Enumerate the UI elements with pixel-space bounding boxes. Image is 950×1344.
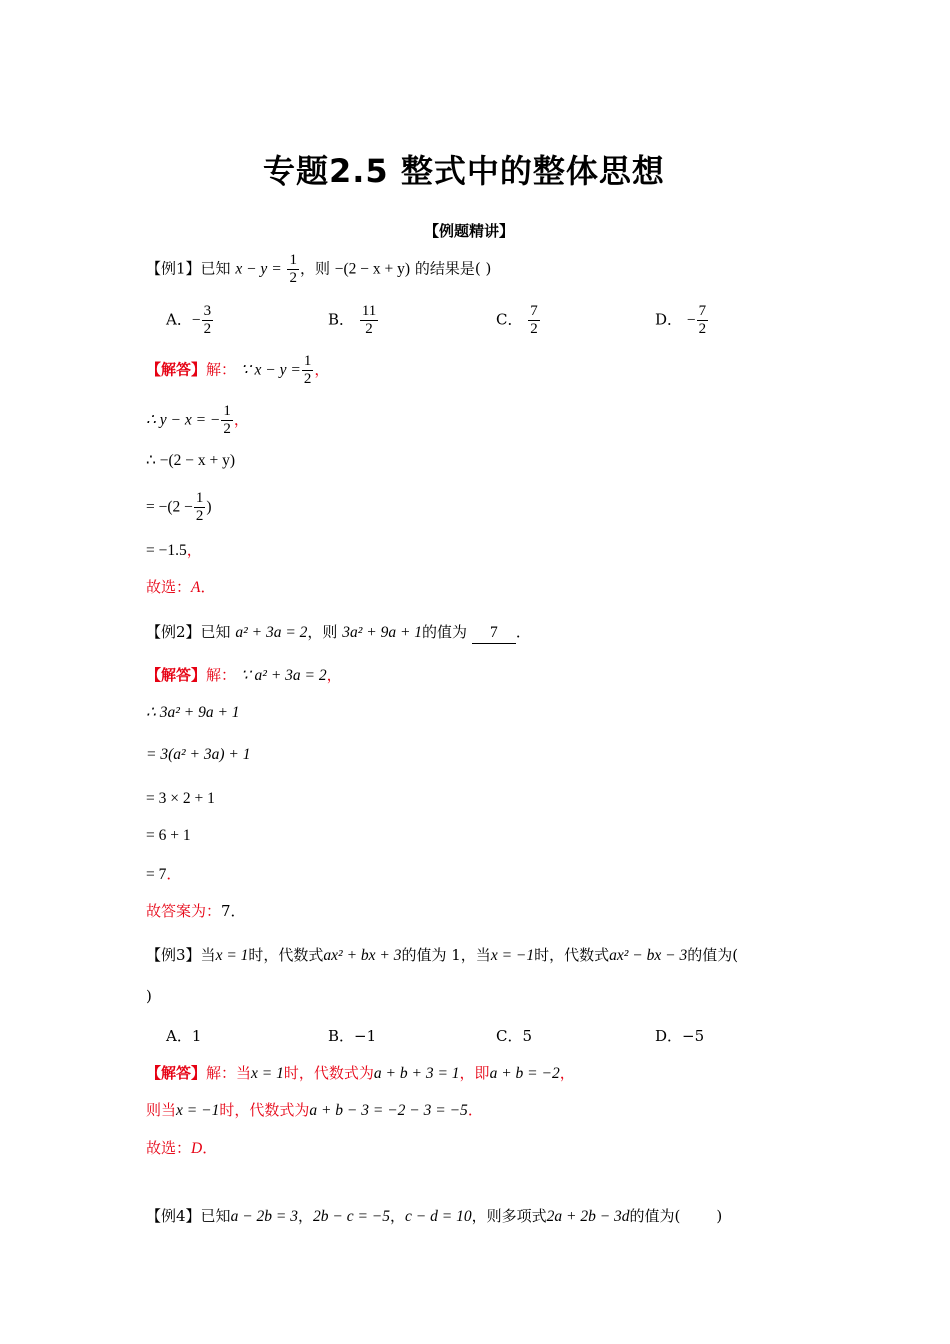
example-3-tag: 【例3】 (146, 946, 201, 964)
example-1-condition: x − y = (235, 260, 282, 278)
example-2-expression: 3a² + 9a + 1 (342, 624, 423, 641)
example-2-stem: 【例2】已知 a² + 3a = 2，则 3a² + 9a + 1的值为 7 ． (146, 622, 531, 644)
example-2-solution-line-4: = 3 × 2 + 1 (146, 790, 215, 807)
example-3-option-d: D．−5 (655, 1027, 705, 1045)
example-2-solution-line-1: 【解答】解： ∵ a² + 3a = 2， (146, 666, 342, 684)
example-2-solution-line-2: ∴ 3a² + 9a + 1 (146, 704, 240, 721)
example-3-solution-line-1: 【解答】解：当x = 1时，代数式为a + b + 3 = 1，即a + b = −2， (146, 1064, 575, 1082)
example-1-expression: −(2 − x + y) (334, 260, 411, 278)
example-1-stem-a: 已知 (200, 259, 231, 278)
example-2-answer-blank: 7 (472, 623, 516, 644)
example-1-option-d: D． − $\frac{7}{2}$ (655, 303, 707, 337)
example-3-option-a: A．1 (166, 1027, 202, 1045)
example-1-option-c: C． $\frac{7}{2}$ (496, 303, 538, 337)
example-1-tag: 【例1】 (146, 259, 201, 278)
example-2-solution-line-6: = 7． (146, 865, 182, 883)
example-2-condition: a² + 3a = 2 (235, 624, 308, 641)
example-1-solution-line-2: ∴ y − x = − $\frac{1}{2}$ ， (146, 403, 249, 437)
solution-tag: 【解答】 (146, 360, 207, 379)
example-4-tag: 【例4】 (146, 1207, 201, 1225)
example-4-stem: 【例4】已知a − 2b = 3，2b − c = −5，c − d = 10，则多项式2a + 2b − 3d的值为( ) (146, 1207, 723, 1225)
example-3-solution-line-2: 则当x = −1时，代数式为a + b − 3 = −2 − 3 = −5． (146, 1101, 483, 1119)
example-2-solution-line-3: = 3(a² + 3a) + 1 (146, 746, 251, 763)
example-1-choice: 故选：A． (146, 578, 216, 596)
example-2-solution-line-5: = 6 + 1 (146, 827, 191, 844)
example-2-tag: 【例2】 (146, 623, 201, 641)
example-1-condition-fraction: $\frac{1}{2}$ (289, 252, 297, 286)
example-1-solution-line-1: 【解答】解： ∵ x − y = $\frac{1}{2}$ ， (146, 353, 330, 387)
example-3-choice: 故选：D． (146, 1139, 218, 1157)
example-1-solution-line-4: = −(2 − $\frac{1}{2}$ ) (146, 490, 212, 524)
section-heading: 【例题精讲】 (424, 222, 515, 240)
example-3-option-b: B．−1 (328, 1027, 377, 1045)
example-3-stem-close: ) (146, 987, 152, 1005)
example-1-solution-line-3: ∴ −(2 − x + y) (146, 452, 236, 469)
example-1-answer-paren: ( ) (474, 259, 492, 278)
example-2-final-answer: 故答案为：7． (146, 902, 246, 920)
example-3-stem: 【例3】当x = 1时，代数式ax² + bx + 3的值为 1，当x = −1时，代数式ax² − bx − 3的值为( (146, 946, 739, 964)
example-1-solution-line-5: = −1.5， (146, 541, 202, 559)
example-3-option-c: C．5 (496, 1027, 533, 1045)
page-title: 专题2.5 整式中的整体思想 (263, 152, 665, 190)
example-1-stem: 【例1】已知 x − y = $\frac{1}{2}$ ，则 −(2 − x + y) 的结果是( ) (146, 252, 492, 286)
example-1-option-b: B． $\frac{11}{2}$ (328, 303, 377, 337)
example-1-option-a: A．− $\frac{3}{2}$ (166, 303, 212, 337)
